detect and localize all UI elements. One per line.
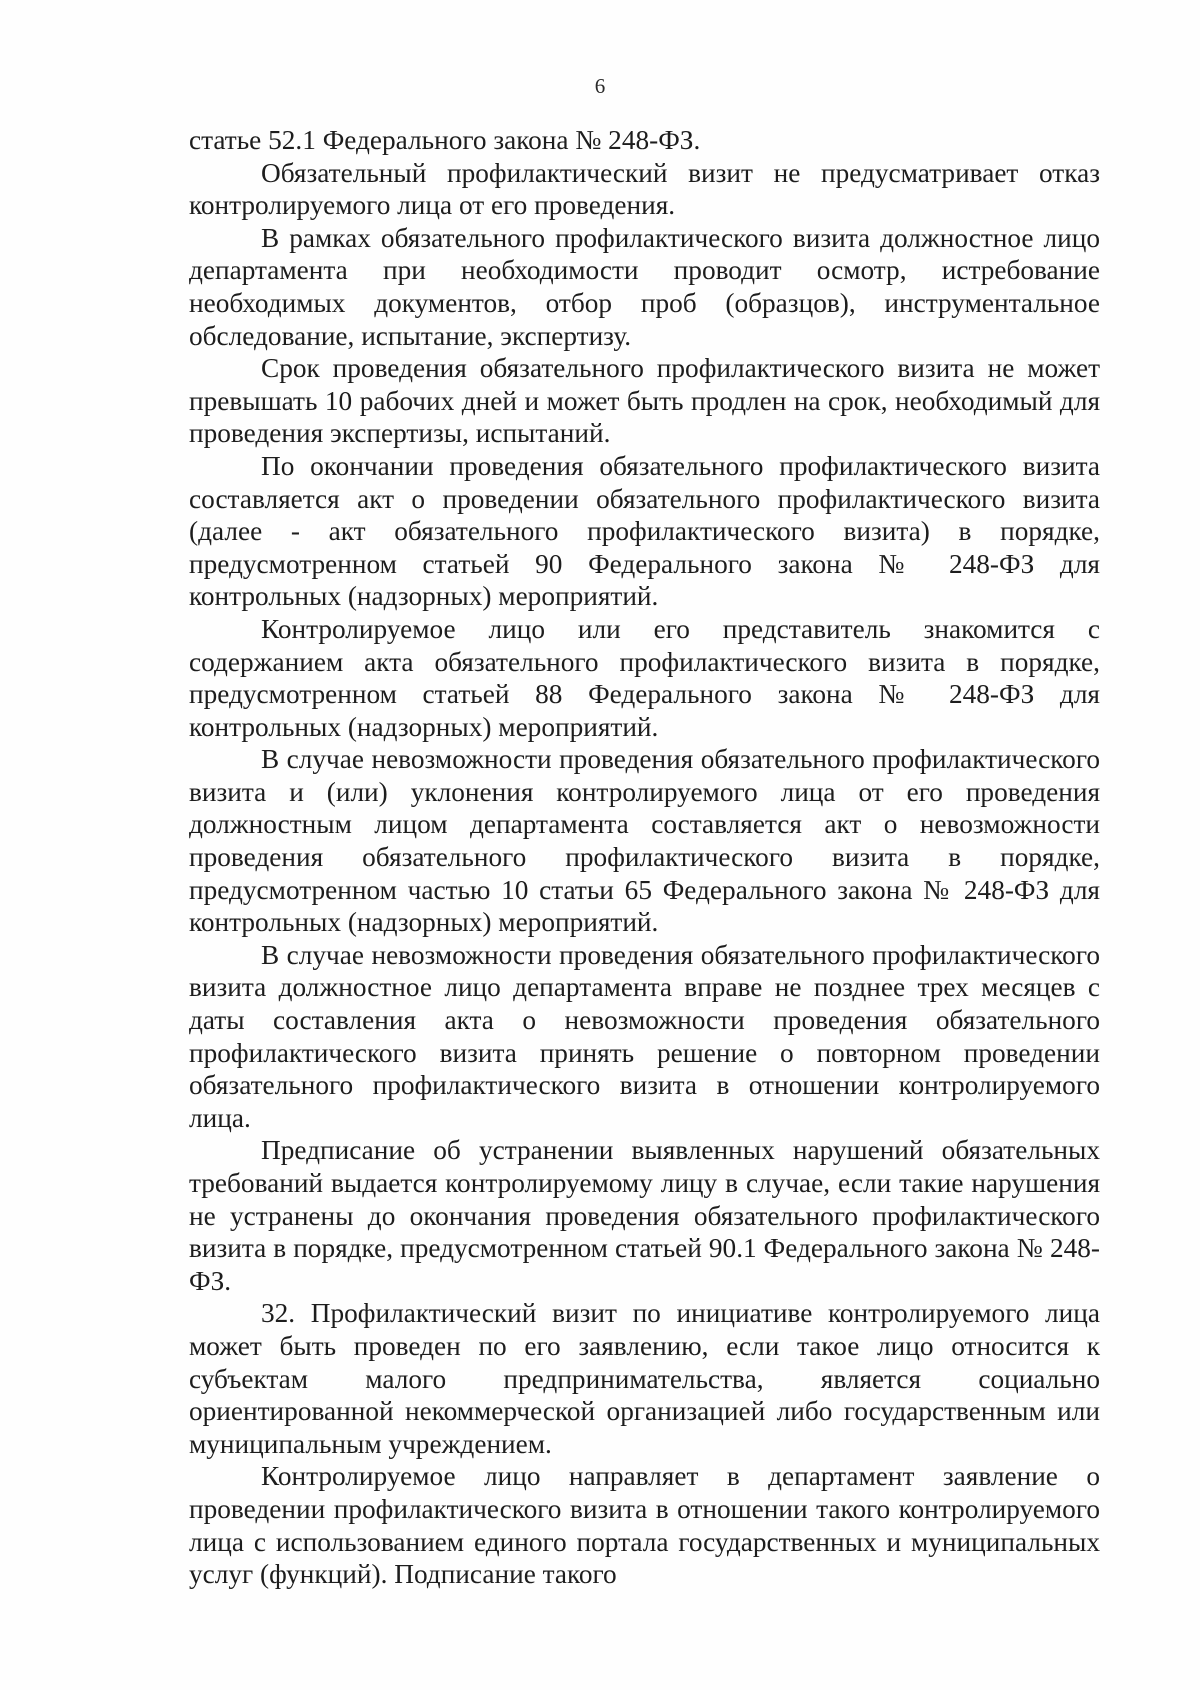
paragraph-10: 32. Профилактический визит по инициативе контролируемого лица может быть проведен по его заявлению, если такое лицо относится к субъектам малого предпринимательства, является социально ориентированной некоммерческой организацией либо государственным или муниципальным учреждением. <box>189 1298 1100 1459</box>
paragraph-1: статье 52.1 Федерального закона № 248-ФЗ. <box>189 125 701 155</box>
paragraph-6: Контролируемое лицо или его представитель знакомится с содержанием акта обязательного профилактического визита в порядке, предусмотренном статьей 88 Федерального закона № 248-ФЗ для контрольных (надзорных) мероприятий. <box>189 613 1100 742</box>
paragraph-11: Контролируемое лицо направляет в департамент заявление о проведении профилактического визита в отношении такого контролируемого лица с использованием единого портала государственных и муниципальных услуг (функций). Подписание такого <box>189 1461 1100 1590</box>
paragraph-5: По окончании проведения обязательного профилактического визита составляется акт о проведении обязательного профилактического визита (далее - акт обязательного профилактического визита) в порядке, предусмотренном статьей 90 Федерального закона № 248-ФЗ для контрольных (надзорных) мероприятий. <box>189 450 1100 612</box>
page-number: 6 <box>594 74 606 98</box>
paragraph-9: Предписание об устранении выявленных нарушений обязательных требований выдается контролируемому лицу в случае, если такие нарушения не устранены до окончания проведения обязательного профилактического визита в порядке, предусмотренном статьей 90.1 Федерального закона № 248-ФЗ. <box>189 1135 1100 1296</box>
paragraph-8: В случае невозможности проведения обязательного профилактического визита должностное лицо департамента вправе не позднее трех месяцев с даты составления акта о невозможности проведения обязательного профилактического визита принять решение о повторном проведении обязательного профилактического визита в отношении контролируемого лица. <box>189 939 1100 1133</box>
paragraph-4: Срок проведения обязательного профилактического визита не может превышать 10 рабочих дней и может быть продлен на срок, необходимый для проведения экспертизы, испытаний. <box>189 353 1100 449</box>
document-body <box>189 124 1100 1591</box>
paragraph-7: В случае невозможности проведения обязательного профилактического визита и (или) уклонения контролируемого лица от его проведения должностным лицом департамента составляется акт о невозможности проведения обязательного профилактического визита в порядке, предусмотренном частью 10 статьи 65 Федерального закона № 248-ФЗ для контрольных (надзорных) мероприятий. <box>189 744 1100 938</box>
paragraph-2: Обязательный профилактический визит не предусматривает отказ контролируемого лица от его проведения. <box>189 157 1100 221</box>
paragraph-3: В рамках обязательного профилактического визита должностное лицо департамента при необходимости проводит осмотр, истребование необходимых документов, отбор проб (образцов), инструментальное обследование, испытание, экспертизу. <box>189 222 1100 351</box>
